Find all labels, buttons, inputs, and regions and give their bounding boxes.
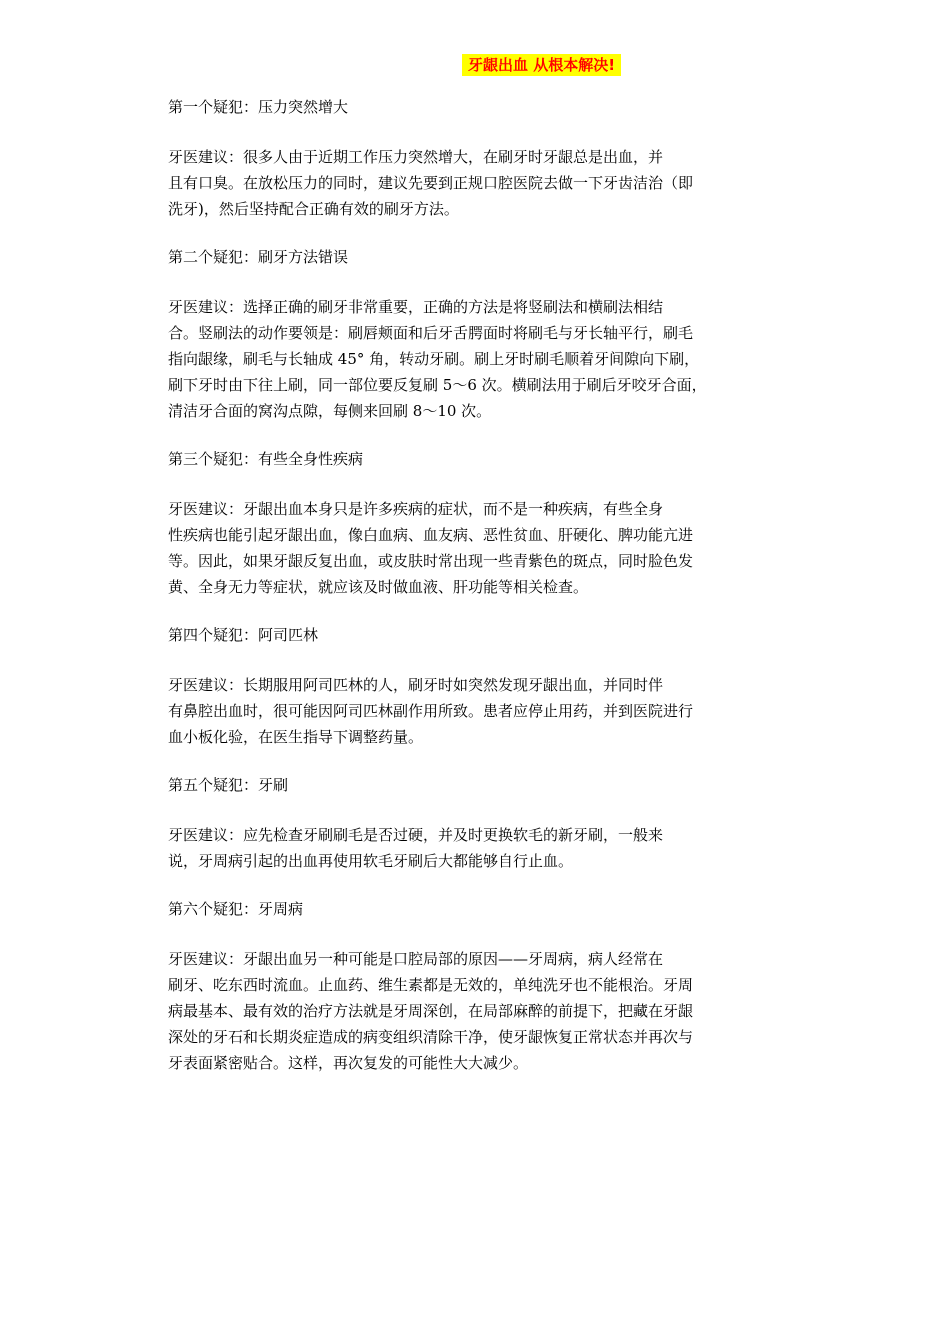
paragraph-line: 牙医建议：应先检查牙刷刷毛是否过硬，并及时更换软毛的新牙刷，一般来 xyxy=(168,826,664,844)
paragraph-line: 清洁牙合面的窝沟点隙，每侧来回刷 8～10 次。 xyxy=(168,402,492,420)
paragraph-line: 刷下牙时由下往上刷，同一部位要反复刷 5～6 次。横刷法用于刷后牙咬牙合面， xyxy=(168,376,707,394)
section-paragraph xyxy=(168,946,788,1076)
paragraph-line: 且有口臭。在放松压力的同时，建议先要到正规口腔医院去做一下牙齿洁治（即 xyxy=(168,174,694,192)
paragraph-line: 黄、全身无力等症状，就应该及时做血液、肝功能等相关检查。 xyxy=(168,578,589,596)
paragraph-line: 深处的牙石和长期炎症造成的病变组织清除干净，使牙龈恢复正常状态并再次与 xyxy=(168,1028,694,1046)
paragraph-line: 牙医建议：长期服用阿司匹林的人，刷牙时如突然发现牙龈出血，并同时伴 xyxy=(168,676,664,694)
section-paragraph xyxy=(168,294,788,424)
paragraph-line: 性疾病也能引起牙龈出血，像白血病、血友病、恶性贫血、肝硬化、脾功能亢进 xyxy=(168,526,694,544)
section-5 xyxy=(168,772,788,874)
section-1 xyxy=(168,94,788,222)
section-heading: 第五个疑犯：牙刷 xyxy=(168,776,289,794)
paragraph-line: 牙医建议：牙龈出血另一种可能是口腔局部的原因——牙周病，病人经常在 xyxy=(168,950,664,968)
section-heading: 第六个疑犯：牙周病 xyxy=(168,900,304,918)
section-paragraph xyxy=(168,822,788,874)
section-4 xyxy=(168,622,788,750)
paragraph-line: 牙医建议：牙龈出血本身只是许多疾病的症状，而不是一种疾病，有些全身 xyxy=(168,500,664,518)
section-paragraph xyxy=(168,144,788,222)
paragraph-line: 牙表面紧密贴合。这样，再次复发的可能性大大减少。 xyxy=(168,1054,529,1072)
paragraph-line: 指向龈缘，刷毛与长轴成 45° 角，转动牙刷。刷上牙时刷毛顺着牙间隙向下刷， xyxy=(168,350,700,368)
paragraph-line: 病最基本、最有效的治疗方法就是牙周深创，在局部麻醉的前提下，把藏在牙龈 xyxy=(168,1002,694,1020)
section-heading: 第一个疑犯：压力突然增大 xyxy=(168,98,349,116)
paragraph-line: 牙医建议：很多人由于近期工作压力突然增大，在刷牙时牙龈总是出血，并 xyxy=(168,148,664,166)
paragraph-line: 有鼻腔出血时，很可能因阿司匹林副作用所致。患者应停止用药，并到医院进行 xyxy=(168,702,694,720)
document-body xyxy=(168,94,788,1098)
section-heading: 第三个疑犯：有些全身性疾病 xyxy=(168,450,364,468)
paragraph-line: 洗牙)，然后坚持配合正确有效的刷牙方法。 xyxy=(168,200,459,218)
paragraph-line: 等。因此，如果牙龈反复出血，或皮肤时常出现一些青紫色的斑点，同时脸色发 xyxy=(168,552,694,570)
section-6 xyxy=(168,896,788,1076)
section-2 xyxy=(168,244,788,424)
page-title: 牙龈出血 从根本解决! xyxy=(462,54,621,76)
title-banner xyxy=(462,54,621,76)
section-3 xyxy=(168,446,788,600)
section-heading: 第二个疑犯：刷牙方法错误 xyxy=(168,248,349,266)
paragraph-line: 牙医建议：选择正确的刷牙非常重要，正确的方法是将竖刷法和横刷法相结 xyxy=(168,298,664,316)
paragraph-line: 刷牙、吃东西时流血。止血药、维生素都是无效的，单纯洗牙也不能根治。牙周 xyxy=(168,976,694,994)
paragraph-line: 说，牙周病引起的出血再使用软毛牙刷后大都能够自行止血。 xyxy=(168,852,574,870)
paragraph-line: 血小板化验，在医生指导下调整药量。 xyxy=(168,728,424,746)
section-paragraph xyxy=(168,672,788,750)
paragraph-line: 合。竖刷法的动作要领是：刷唇颊面和后牙舌腭面时将刷毛与牙长轴平行，刷毛 xyxy=(168,324,694,342)
section-heading: 第四个疑犯：阿司匹林 xyxy=(168,626,319,644)
section-paragraph xyxy=(168,496,788,600)
